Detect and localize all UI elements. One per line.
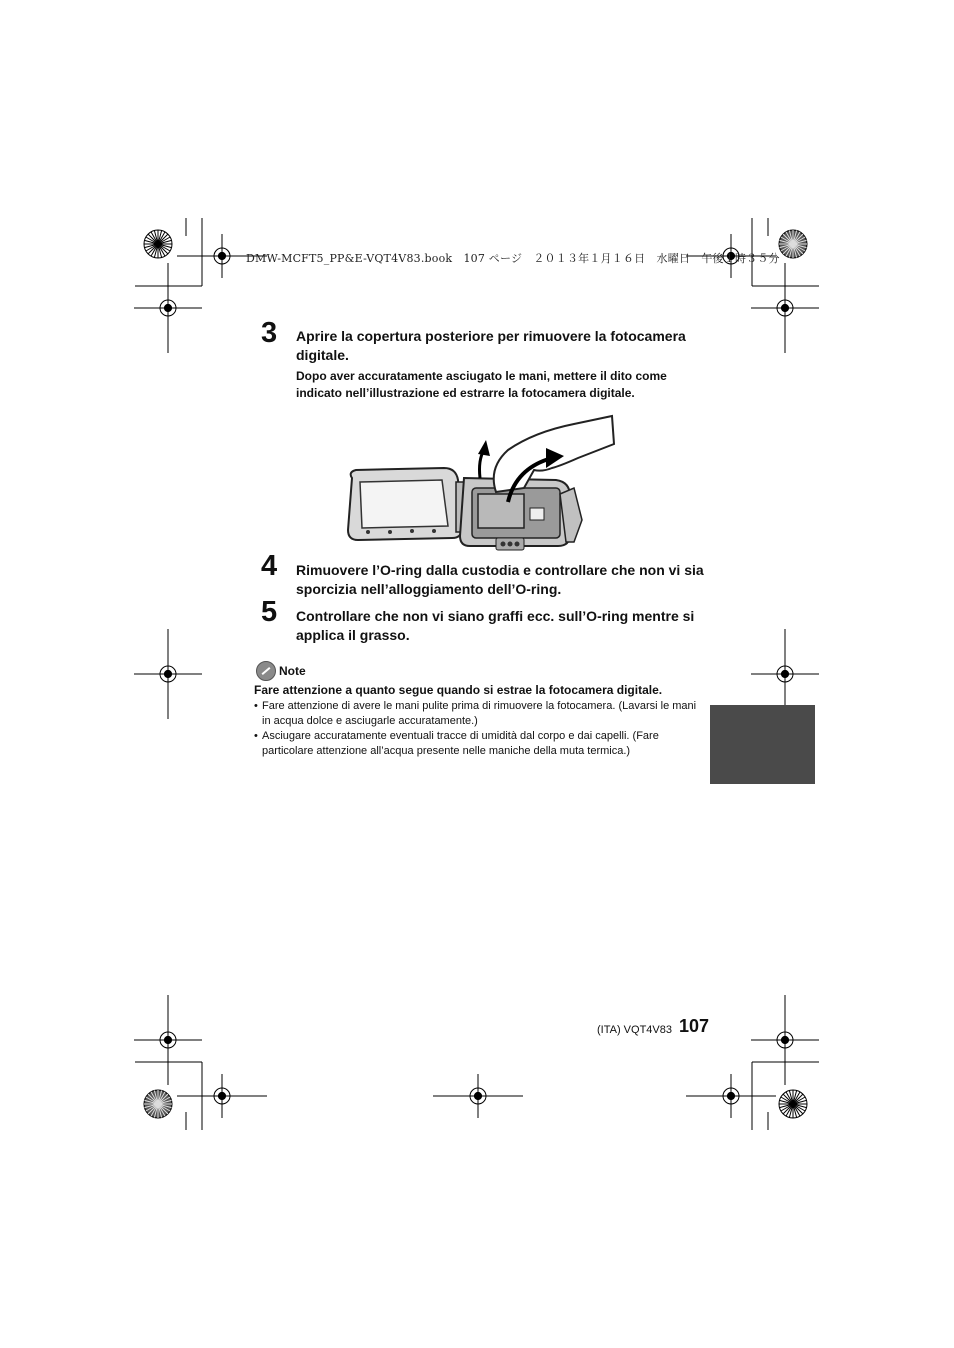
note-label: Note (279, 664, 306, 678)
step-3-title: Aprire la copertura posteriore per rimuovere la fotocamera digitale. (296, 328, 686, 363)
step-3-number: 3 (261, 317, 278, 349)
print-header-line: DMW-MCFT5_PP&E-VQT4V83.book 107 ページ ２０１３年１月１６日 水曜日 午後１時３５分 (246, 252, 780, 265)
step-5-title: Controllare che non vi siano graffi ecc. sull’O-ring mentre si applica il grasso. (296, 608, 695, 643)
step-4-number: 4 (261, 550, 278, 582)
note-lead: Fare attenzione a quanto segue quando si estrae la fotocamera digitale. (254, 683, 663, 697)
pencil-note-icon (256, 661, 276, 681)
note-header (256, 661, 306, 681)
note-bullet: • Asciugare accuratamente eventuali tracce di umidità dal corpo e dai capelli. (Fare particolare attenzione all’acqua presente nelle maniche della muta termica.) (254, 729, 698, 759)
step-5-number: 5 (261, 596, 278, 628)
section-tab (710, 705, 815, 784)
step-3-body: Dopo aver accuratamente asciugato le mani, mettere il dito come indicato nell’illustrazione ed estrarre la fotocamera digitale. (296, 369, 667, 400)
note-bullets (254, 699, 698, 759)
step-4-title: Rimuovere l’O-ring dalla custodia e controllare che non vi sia sporcizia nell’alloggiamento dell’O-ring. (296, 562, 704, 597)
footer-model-code: (ITA) VQT4V83 (597, 1024, 672, 1036)
camera-removal-illustration (338, 410, 618, 555)
page-number: 107 (679, 1016, 710, 1036)
note-bullet: • Fare attenzione di avere le mani pulite prima di rimuovere la fotocamera. (Lavarsi le mani in acqua dolce e asciugarle accuratamente.) (254, 699, 698, 729)
